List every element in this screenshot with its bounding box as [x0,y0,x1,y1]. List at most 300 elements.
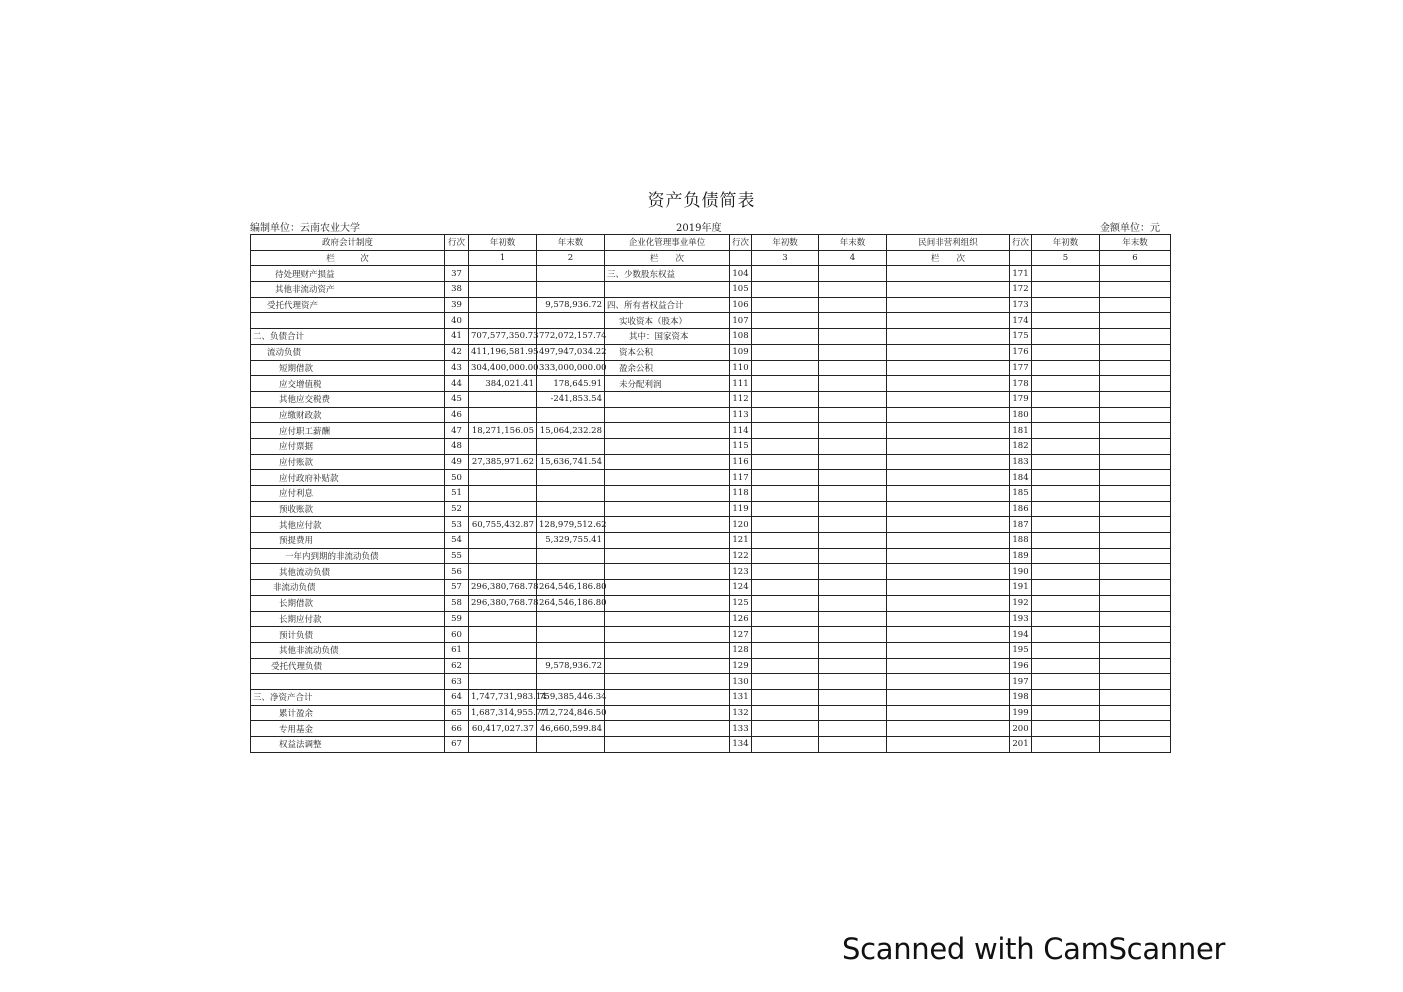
table-cell [819,486,887,502]
table-cell [887,376,1010,392]
table-cell [605,705,730,721]
table-row [251,297,1171,313]
table-cell [887,689,1010,705]
table-cell: 182 [1010,438,1032,454]
table-cell [730,250,752,266]
table-cell: 128 [730,642,752,658]
table-cell [1032,642,1100,658]
table-cell: 772,072,157.74 [537,329,605,345]
table-cell: 年初数 [752,235,819,251]
table-cell: 105 [730,282,752,298]
table-cell: 其他非流动负债 [251,642,445,658]
table-cell: 栏 次 [605,250,730,266]
table-cell: -241,853.54 [537,391,605,407]
table-cell [1032,674,1100,690]
table-cell [1032,329,1100,345]
table-cell [752,313,819,329]
table-cell: 一年内到期的非流动负债 [251,548,445,564]
table-cell: 712,724,846.50 [537,705,605,721]
table-cell [887,486,1010,502]
table-cell: 58 [445,595,469,611]
table-cell: 128,979,512.62 [537,517,605,533]
table-cell: 9,578,936.72 [537,297,605,313]
table-cell: 39 [445,297,469,313]
table-cell: 其他非流动资产 [251,282,445,298]
table-cell [752,391,819,407]
table-cell [887,658,1010,674]
table-cell: 三、少数股东权益 [605,266,730,282]
table-cell: 其中：国家资本 [605,329,730,345]
table-cell [887,470,1010,486]
table-cell: 193 [1010,611,1032,627]
table-cell [1100,674,1171,690]
table-cell [752,438,819,454]
table-cell [887,266,1010,282]
table-cell: 264,546,186.80 [537,580,605,596]
table-cell [1100,689,1171,705]
table-cell: 41 [445,329,469,345]
table-cell [1032,533,1100,549]
table-cell [469,391,537,407]
table-cell [752,344,819,360]
table-cell: 非流动负债 [251,580,445,596]
table-cell: 191 [1010,580,1032,596]
table-cell: 预提费用 [251,533,445,549]
table-cell [469,564,537,580]
table-cell [1100,721,1171,737]
table-cell: 流动负债 [251,344,445,360]
table-cell [752,533,819,549]
table-cell: 15,636,741.54 [537,454,605,470]
table-cell: 181 [1010,423,1032,439]
table-cell [819,595,887,611]
table-cell [537,438,605,454]
table-cell: 179 [1010,391,1032,407]
table-row [251,454,1171,470]
table-cell: 60,417,027.37 [469,721,537,737]
table-cell [819,423,887,439]
table-cell [887,564,1010,580]
table-cell [819,313,887,329]
table-cell [752,595,819,611]
table-cell [887,344,1010,360]
table-cell [1100,533,1171,549]
table-cell: 111 [730,376,752,392]
table-cell: 200 [1010,721,1032,737]
table-cell [1100,486,1171,502]
table-cell: 126 [730,611,752,627]
table-cell [1032,501,1100,517]
table-cell: 54 [445,533,469,549]
table-cell [819,282,887,298]
amount-unit: 金额单位：元 [1100,223,1160,234]
compiler-unit: 编制单位：云南农业大学 [250,223,360,234]
table-cell: 待处理财产损益 [251,266,445,282]
table-cell [605,564,730,580]
table-cell [1032,658,1100,674]
table-row [251,329,1171,345]
table-cell [819,501,887,517]
table-cell: 199 [1010,705,1032,721]
table-cell [1100,313,1171,329]
table-row [251,266,1171,282]
table-cell: 123 [730,564,752,580]
table-cell [469,627,537,643]
table-cell: 119 [730,501,752,517]
table-cell [537,486,605,502]
table-cell: 应缴财政款 [251,407,445,423]
table-cell [819,674,887,690]
table-cell: 其他应付款 [251,517,445,533]
table-cell [752,266,819,282]
table-cell: 173 [1010,297,1032,313]
table-cell: 188 [1010,533,1032,549]
table-cell: 43 [445,360,469,376]
table-cell [752,548,819,564]
table-row [251,438,1171,454]
table-cell [445,250,469,266]
table-cell [887,533,1010,549]
table-cell [819,391,887,407]
table-cell [1100,705,1171,721]
table-cell [752,705,819,721]
table-cell [887,438,1010,454]
table-cell [1100,360,1171,376]
table-cell [752,627,819,643]
table-cell: 177 [1010,360,1032,376]
camscanner-watermark: Scanned with CamScanner [842,932,1226,966]
table-cell [605,454,730,470]
table-cell [1100,642,1171,658]
table-cell [819,454,887,470]
table-cell: 政府会计制度 [251,235,445,251]
table-cell: 108 [730,329,752,345]
table-cell: 110 [730,360,752,376]
table-cell [1100,658,1171,674]
table-cell [1032,580,1100,596]
table-cell: 民间非营利组织 [887,235,1010,251]
table-cell [1100,423,1171,439]
table-cell [819,564,887,580]
table-cell: 61 [445,642,469,658]
table-cell: 759,385,446.34 [537,689,605,705]
table-row [251,580,1171,596]
table-cell [537,611,605,627]
table-cell [819,297,887,313]
table-cell [752,360,819,376]
table-cell: 56 [445,564,469,580]
table-cell: 63 [445,674,469,690]
table-cell [887,705,1010,721]
table-cell [537,501,605,517]
table-cell [537,266,605,282]
table-cell [887,329,1010,345]
table-cell: 资本公积 [605,344,730,360]
table-cell: 累计盈余 [251,705,445,721]
table-cell [752,501,819,517]
table-cell [605,548,730,564]
table-cell: 年初数 [1032,235,1100,251]
table-cell: 114 [730,423,752,439]
table-cell [752,674,819,690]
table-cell: 171 [1010,266,1032,282]
table-cell [1100,627,1171,643]
table-cell [819,627,887,643]
table-cell [605,674,730,690]
table-cell: 106 [730,297,752,313]
table-cell [819,721,887,737]
table-cell: 497,947,034.22 [537,344,605,360]
table-cell: 1,747,731,983.14 [469,689,537,705]
table-cell: 栏 次 [887,250,1010,266]
table-cell [1100,391,1171,407]
table-cell [752,282,819,298]
table-cell [1032,705,1100,721]
table-cell: 192 [1010,595,1032,611]
table-cell [819,548,887,564]
table-cell: 197 [1010,674,1032,690]
table-cell [887,407,1010,423]
table-cell [1100,548,1171,564]
table-cell: 127 [730,627,752,643]
table-cell [1032,689,1100,705]
table-cell: 187 [1010,517,1032,533]
table-cell [605,658,730,674]
table-cell: 185 [1010,486,1032,502]
table-cell [1100,454,1171,470]
table-cell: 57 [445,580,469,596]
table-cell: 115 [730,438,752,454]
table-cell: 296,380,768.78 [469,595,537,611]
table-cell: 行次 [730,235,752,251]
table-cell [1100,517,1171,533]
table-cell: 52 [445,501,469,517]
table-cell: 190 [1010,564,1032,580]
table-cell [887,297,1010,313]
table-cell [605,737,730,753]
table-cell: 120 [730,517,752,533]
table-cell: 178 [1010,376,1032,392]
table-cell [1032,470,1100,486]
table-cell [537,674,605,690]
table-cell [752,564,819,580]
table-cell [819,580,887,596]
table-cell: 131 [730,689,752,705]
table-cell [1100,344,1171,360]
table-row [251,689,1171,705]
table-cell [819,737,887,753]
table-cell [1032,595,1100,611]
table-cell: 应付账款 [251,454,445,470]
table-cell [752,423,819,439]
table-row [251,391,1171,407]
table-cell: 133 [730,721,752,737]
table-cell: 栏 次 [251,250,445,266]
table-cell [537,313,605,329]
table-cell [752,689,819,705]
table-cell [819,376,887,392]
table-cell: 107 [730,313,752,329]
table-cell [251,313,445,329]
table-row [251,674,1171,690]
table-cell [752,486,819,502]
table-cell: 5 [1032,250,1100,266]
table-cell: 134 [730,737,752,753]
table-cell [605,517,730,533]
table-cell [1100,595,1171,611]
table-cell [819,360,887,376]
table-cell: 18,271,156.05 [469,423,537,439]
table-cell [1032,454,1100,470]
table-cell: 384,021.41 [469,376,537,392]
table-cell: 47 [445,423,469,439]
table-cell: 40 [445,313,469,329]
table-cell [605,282,730,298]
table-cell [1032,407,1100,423]
table-cell [887,674,1010,690]
table-cell: 5,329,755.41 [537,533,605,549]
table-cell [469,407,537,423]
table-cell [752,376,819,392]
table-cell [819,689,887,705]
table-cell [1032,721,1100,737]
table-cell: 50 [445,470,469,486]
table-cell [887,391,1010,407]
table-cell [1100,329,1171,345]
table-cell: 盈余公积 [605,360,730,376]
table-cell [752,470,819,486]
table-cell: 124 [730,580,752,596]
table-cell [752,580,819,596]
table-cell [887,517,1010,533]
table-cell: 122 [730,548,752,564]
table-cell [537,737,605,753]
table-cell: 受托代理负债 [251,658,445,674]
table-cell: 权益法调整 [251,737,445,753]
table-cell [819,705,887,721]
table-cell: 37 [445,266,469,282]
table-cell [819,470,887,486]
table-cell [752,297,819,313]
table-cell [469,438,537,454]
table-cell: 176 [1010,344,1032,360]
table-cell [469,533,537,549]
table-cell [1032,517,1100,533]
table-cell: 年末数 [819,235,887,251]
table-row [251,721,1171,737]
table-cell [1100,438,1171,454]
table-cell [469,501,537,517]
table-cell [752,737,819,753]
table-cell: 113 [730,407,752,423]
table-cell [1100,737,1171,753]
table-cell [1100,470,1171,486]
table-cell [1032,391,1100,407]
table-cell: 6 [1100,250,1171,266]
table-cell: 129 [730,658,752,674]
table-cell [887,501,1010,517]
table-cell [752,642,819,658]
table-cell: 1 [469,250,537,266]
table-cell: 183 [1010,454,1032,470]
table-cell: 实收资本（股本） [605,313,730,329]
table-cell: 短期借款 [251,360,445,376]
table-cell: 125 [730,595,752,611]
table-row [251,595,1171,611]
table-cell: 196 [1010,658,1032,674]
table-row [251,486,1171,502]
table-cell: 受托代理资产 [251,297,445,313]
table-cell: 411,196,581.95 [469,344,537,360]
table-cell [887,721,1010,737]
table-cell [1032,737,1100,753]
table-cell: 2 [537,250,605,266]
table-cell [819,329,887,345]
table-cell [469,611,537,627]
table-cell: 其他流动负债 [251,564,445,580]
table-cell: 51 [445,486,469,502]
table-cell [605,470,730,486]
table-cell [1100,564,1171,580]
table-cell: 48 [445,438,469,454]
table-cell [819,438,887,454]
table-cell [1010,250,1032,266]
table-cell: 112 [730,391,752,407]
table-cell: 60,755,432.87 [469,517,537,533]
table-cell [469,470,537,486]
table-row [251,564,1171,580]
table-cell [605,438,730,454]
table-cell [1100,266,1171,282]
table-cell: 其他应交税费 [251,391,445,407]
table-cell: 46 [445,407,469,423]
table-cell [887,423,1010,439]
table-row [251,423,1171,439]
table-cell [605,642,730,658]
table-cell: 4 [819,250,887,266]
table-cell: 三、净资产合计 [251,689,445,705]
table-cell: 172 [1010,282,1032,298]
table-cell: 60 [445,627,469,643]
table-cell [605,391,730,407]
table-cell [537,407,605,423]
table-cell [1100,282,1171,298]
table-cell [469,642,537,658]
table-cell: 296,380,768.78 [469,580,537,596]
table-cell [752,329,819,345]
document-title: 资产负债简表 [647,191,756,211]
table-row [251,360,1171,376]
table-cell [537,642,605,658]
table-cell [537,470,605,486]
table-header-row [251,235,1171,251]
table-cell: 66 [445,721,469,737]
table-cell: 长期应付款 [251,611,445,627]
table-cell [1032,313,1100,329]
table-cell: 304,400,000.00 [469,360,537,376]
balance-sheet-table [250,234,1171,753]
table-cell [819,407,887,423]
table-cell: 未分配利润 [605,376,730,392]
table-cell [819,642,887,658]
table-cell [819,611,887,627]
table-cell: 178,645.91 [537,376,605,392]
table-cell: 15,064,232.28 [537,423,605,439]
table-cell: 49 [445,454,469,470]
table-cell: 62 [445,658,469,674]
table-cell: 186 [1010,501,1032,517]
table-cell: 132 [730,705,752,721]
